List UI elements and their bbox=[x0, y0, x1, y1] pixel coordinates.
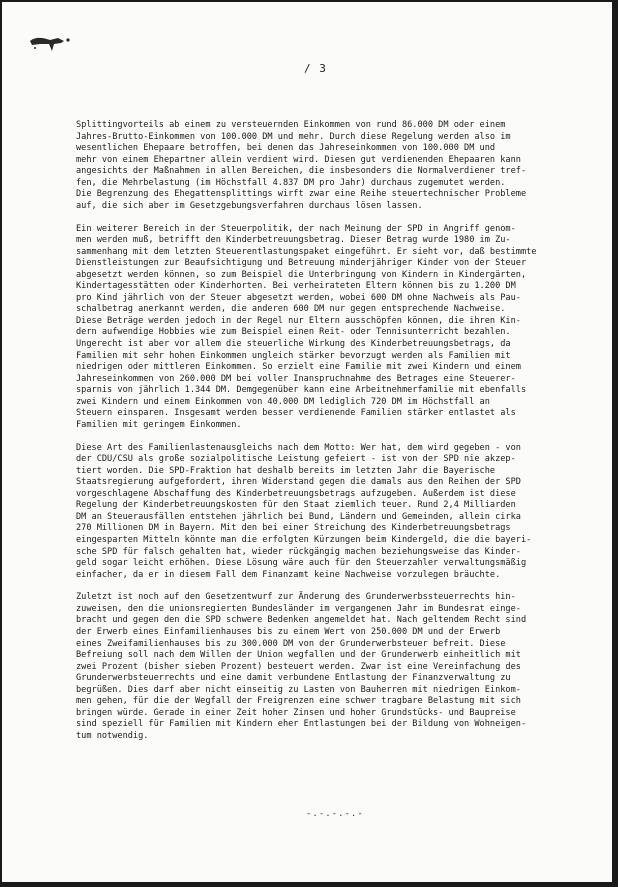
paragraph bbox=[76, 120, 584, 212]
text-line: Regelung der Kinderbetreuungskosten für den Staat ziemlich teuer. Rund 2,4 Milliarden bbox=[76, 500, 516, 511]
text-line: Familien mit sehr hohen Einkommen ungleich stärker bevorzugt werden als Familien mit bbox=[76, 350, 511, 361]
text-line: Dienstleistungen zur Beaufsichtigung und Betreuung minderjähriger Kinder von der Steuer bbox=[76, 258, 527, 269]
text-line: abgesetzt werden können, so zum Beispiel die Unterbringung von Kindern in Kindergärten, bbox=[76, 269, 527, 280]
end-of-page-mark: -.-.-.-.- bbox=[306, 809, 364, 819]
text-line: Ungerecht ist aber vor allem die steuerliche Wirkung des Kinderbetreuungsbetrags, da bbox=[76, 339, 511, 350]
page-number: / 3 bbox=[304, 62, 327, 75]
text-line: 270 Millionen DM in Bayern. Mit den bei einer Streichung des Kinderbetreuungsbetrags bbox=[76, 523, 511, 534]
text-line: bringen würde. Gerade in einer Zeit hoher Zinsen und hoher Grundstücks- und Baupreise bbox=[76, 707, 516, 718]
text-line: mehr von einem Ehepartner allein verdient wird. Diesen gut verdienenden Ehepaaren kann bbox=[76, 154, 521, 165]
text-line: pro Kind jährlich von der Steuer abgesetzt werden, wobei 600 DM ohne Nachweis als Pau- bbox=[76, 292, 521, 303]
document-body bbox=[76, 120, 584, 754]
text-line: men werden muß, betrifft den Kinderbetreuungsbetrag. Dieser Betrag wurde 1980 im Zu- bbox=[76, 235, 511, 246]
text-line: Jahres-Brutto-Einkommen von 100.000 DM und mehr. Durch diese Regelung werden also im bbox=[76, 131, 511, 142]
scan-smudge-mark bbox=[28, 32, 74, 54]
text-line: zuweisen, den die unionsregierten Bundesländer im vergangenen Jahr im Bundesrat einge- bbox=[76, 603, 521, 614]
text-line: Steuern einsparen. Insgesamt werden besser verdienende Familien stärker entlastet als bbox=[76, 408, 516, 419]
paragraph bbox=[76, 443, 584, 582]
text-line: Familien mit geringem Einkommen. bbox=[76, 419, 242, 430]
text-line: tiert worden. Die SPD-Fraktion hat deshalb bereits im letzten Jahr die Bayerische bbox=[76, 465, 496, 476]
text-line: Diese Art des Familienlastenausgleichs nach dem Motto: Wer hat, dem wird gegeben - von bbox=[76, 442, 521, 453]
text-line: Jahreseinkommen von 260.000 DM bei voller Inanspruchnahme des Betrages eine Steuerer- bbox=[76, 373, 516, 384]
text-line: der Erwerb eines Einfamilienhauses bis zu einem Wert von 250.000 DM und der Erwerb bbox=[76, 626, 501, 637]
text-line: sparnis von jährlich 1.344 DM. Demgegenüber kann eine Arbeitnehmerfamilie mit ebenfalls bbox=[76, 385, 527, 396]
text-line: Kindertagesstätten oder Kinderhorten. Bei verheirateten Eltern können bis zu 1.200 DM bbox=[76, 281, 516, 292]
text-line: Diese Beträge werden jedoch in der Regel nur Eltern ausschöpfen können, die ihren Kin- bbox=[76, 315, 521, 326]
text-line: zwei Kindern und einem Einkommen von 40.000 DM lediglich 720 DM im Höchstfall an bbox=[76, 396, 490, 407]
text-line: Befreiung soll nach dem Willen der Union wegfallen und der Grunderwerb einheitlich mit bbox=[76, 650, 521, 661]
text-line: Ein weiterer Bereich in der Steuerpolitik, der nach Meinung der SPD in Angriff genom- bbox=[76, 223, 516, 234]
text-line: DM an Steuerausfällen entstehen jährlich bei Bund, Ländern und Gemeinden, allein cirka bbox=[76, 511, 521, 522]
text-line: sche SPD für falsch gehalten hat, wieder rückgängig machen beziehungsweise das Kinder- bbox=[76, 546, 521, 557]
text-line: Die Begrenzung des Ehegattensplittings wirft zwar eine Reihe steuertechnischer Probleme bbox=[76, 189, 527, 200]
text-line: zwei Prozent (bisher sieben Prozent) besteuert werden. Zwar ist eine Vereinfachung des bbox=[76, 661, 521, 672]
text-line: Splittingvorteils ab einem zu versteuernden Einkommen von rund 86.000 DM oder einem bbox=[76, 120, 506, 130]
text-line: vorgeschlagene Abschaffung des Kinderbetreuungsbetrags aufzugeben. Außerdem ist diese bbox=[76, 488, 516, 499]
text-line: auf, die sich aber im Gesetzgebungsverfahren durchaus lösen lassen. bbox=[76, 200, 423, 211]
text-line: Zuletzt ist noch auf den Gesetzentwurf zur Änderung des Grunderwerbssteuerrechts hin- bbox=[76, 592, 516, 603]
text-line: geld sogar leicht erhöhen. Diese Lösung wäre auch für den Steuerzahler verwaltungsmäßig bbox=[76, 558, 527, 569]
document-page bbox=[2, 2, 612, 882]
text-line: sammenhang mit dem letzten Steuerentlastungspaket eingeführt. Er sieht vor, daß bestimmte bbox=[76, 246, 537, 257]
text-line: Grunderwerbsteuerrechts und eine damit verbundene Entlastung der Finanzverwaltung zu bbox=[76, 673, 511, 684]
text-line: einfacher, da er in diesem Fall dem Finanzamt keine Nachweise vorzulegen bräuchte. bbox=[76, 569, 501, 580]
text-line: der CDU/CSU als große sozialpolitische Leistung gefeiert - ist von der SPD nie akzep- bbox=[76, 454, 516, 465]
text-line: sind speziell für Familien mit Kindern eher Entlastungen bei der Bildung von Wohneigen- bbox=[76, 719, 527, 730]
text-line: wesentlichen Ehepaare betroffen, bei denen das Jahreseinkommen von 100.000 DM und bbox=[76, 143, 496, 154]
text-line: Staatsregierung aufgefordert, ihren Widerstand gegen die damals aus den Reihen der SPD bbox=[76, 477, 521, 488]
paragraph bbox=[76, 224, 584, 432]
text-line: dern aufwendige Hobbies wie zum Beispiel einen Reit- oder Tennisunterricht bezahlen. bbox=[76, 327, 511, 338]
text-line: schalbetrag anerkannt werden, die anderen 600 DM nur gegen entsprechende Nachweise. bbox=[76, 304, 506, 315]
paragraph bbox=[76, 592, 584, 742]
text-line: begrüßen. Dies darf aber nicht einseitig zu Lasten von Bauherren mit niedrigen Einkom- bbox=[76, 684, 521, 695]
text-line: niedrigen oder mittleren Einkommen. So erzielt eine Familie mit zwei Kindern und einem bbox=[76, 362, 521, 373]
text-line: tum notwendig. bbox=[76, 730, 149, 741]
text-line: eingesparten Mitteln könnte man die erfolgten Kürzungen beim Kindergeld, die die bayeri- bbox=[76, 534, 532, 545]
text-line: fen, die Mehrbelastung (im Höchstfall 4.837 DM pro Jahr) durchaus zugemutet werden. bbox=[76, 177, 506, 188]
text-line: men gehen, für die der Wegfall der Freigrenzen eine schwer tragbare Belastung mit sich bbox=[76, 696, 521, 707]
text-line: bracht und gegen den die SPD schwere Bedenken angemeldet hat. Nach geltendem Recht sind bbox=[76, 615, 527, 626]
text-line: eines Zweifamilienhauses bis zu 300.000 DM von der Grunderwerbsteuer befreit. Diese bbox=[76, 638, 506, 649]
text-line: angesichts der Maßnahmen in allen Bereichen, die insbesonders die Normalverdiener tref- bbox=[76, 166, 527, 177]
